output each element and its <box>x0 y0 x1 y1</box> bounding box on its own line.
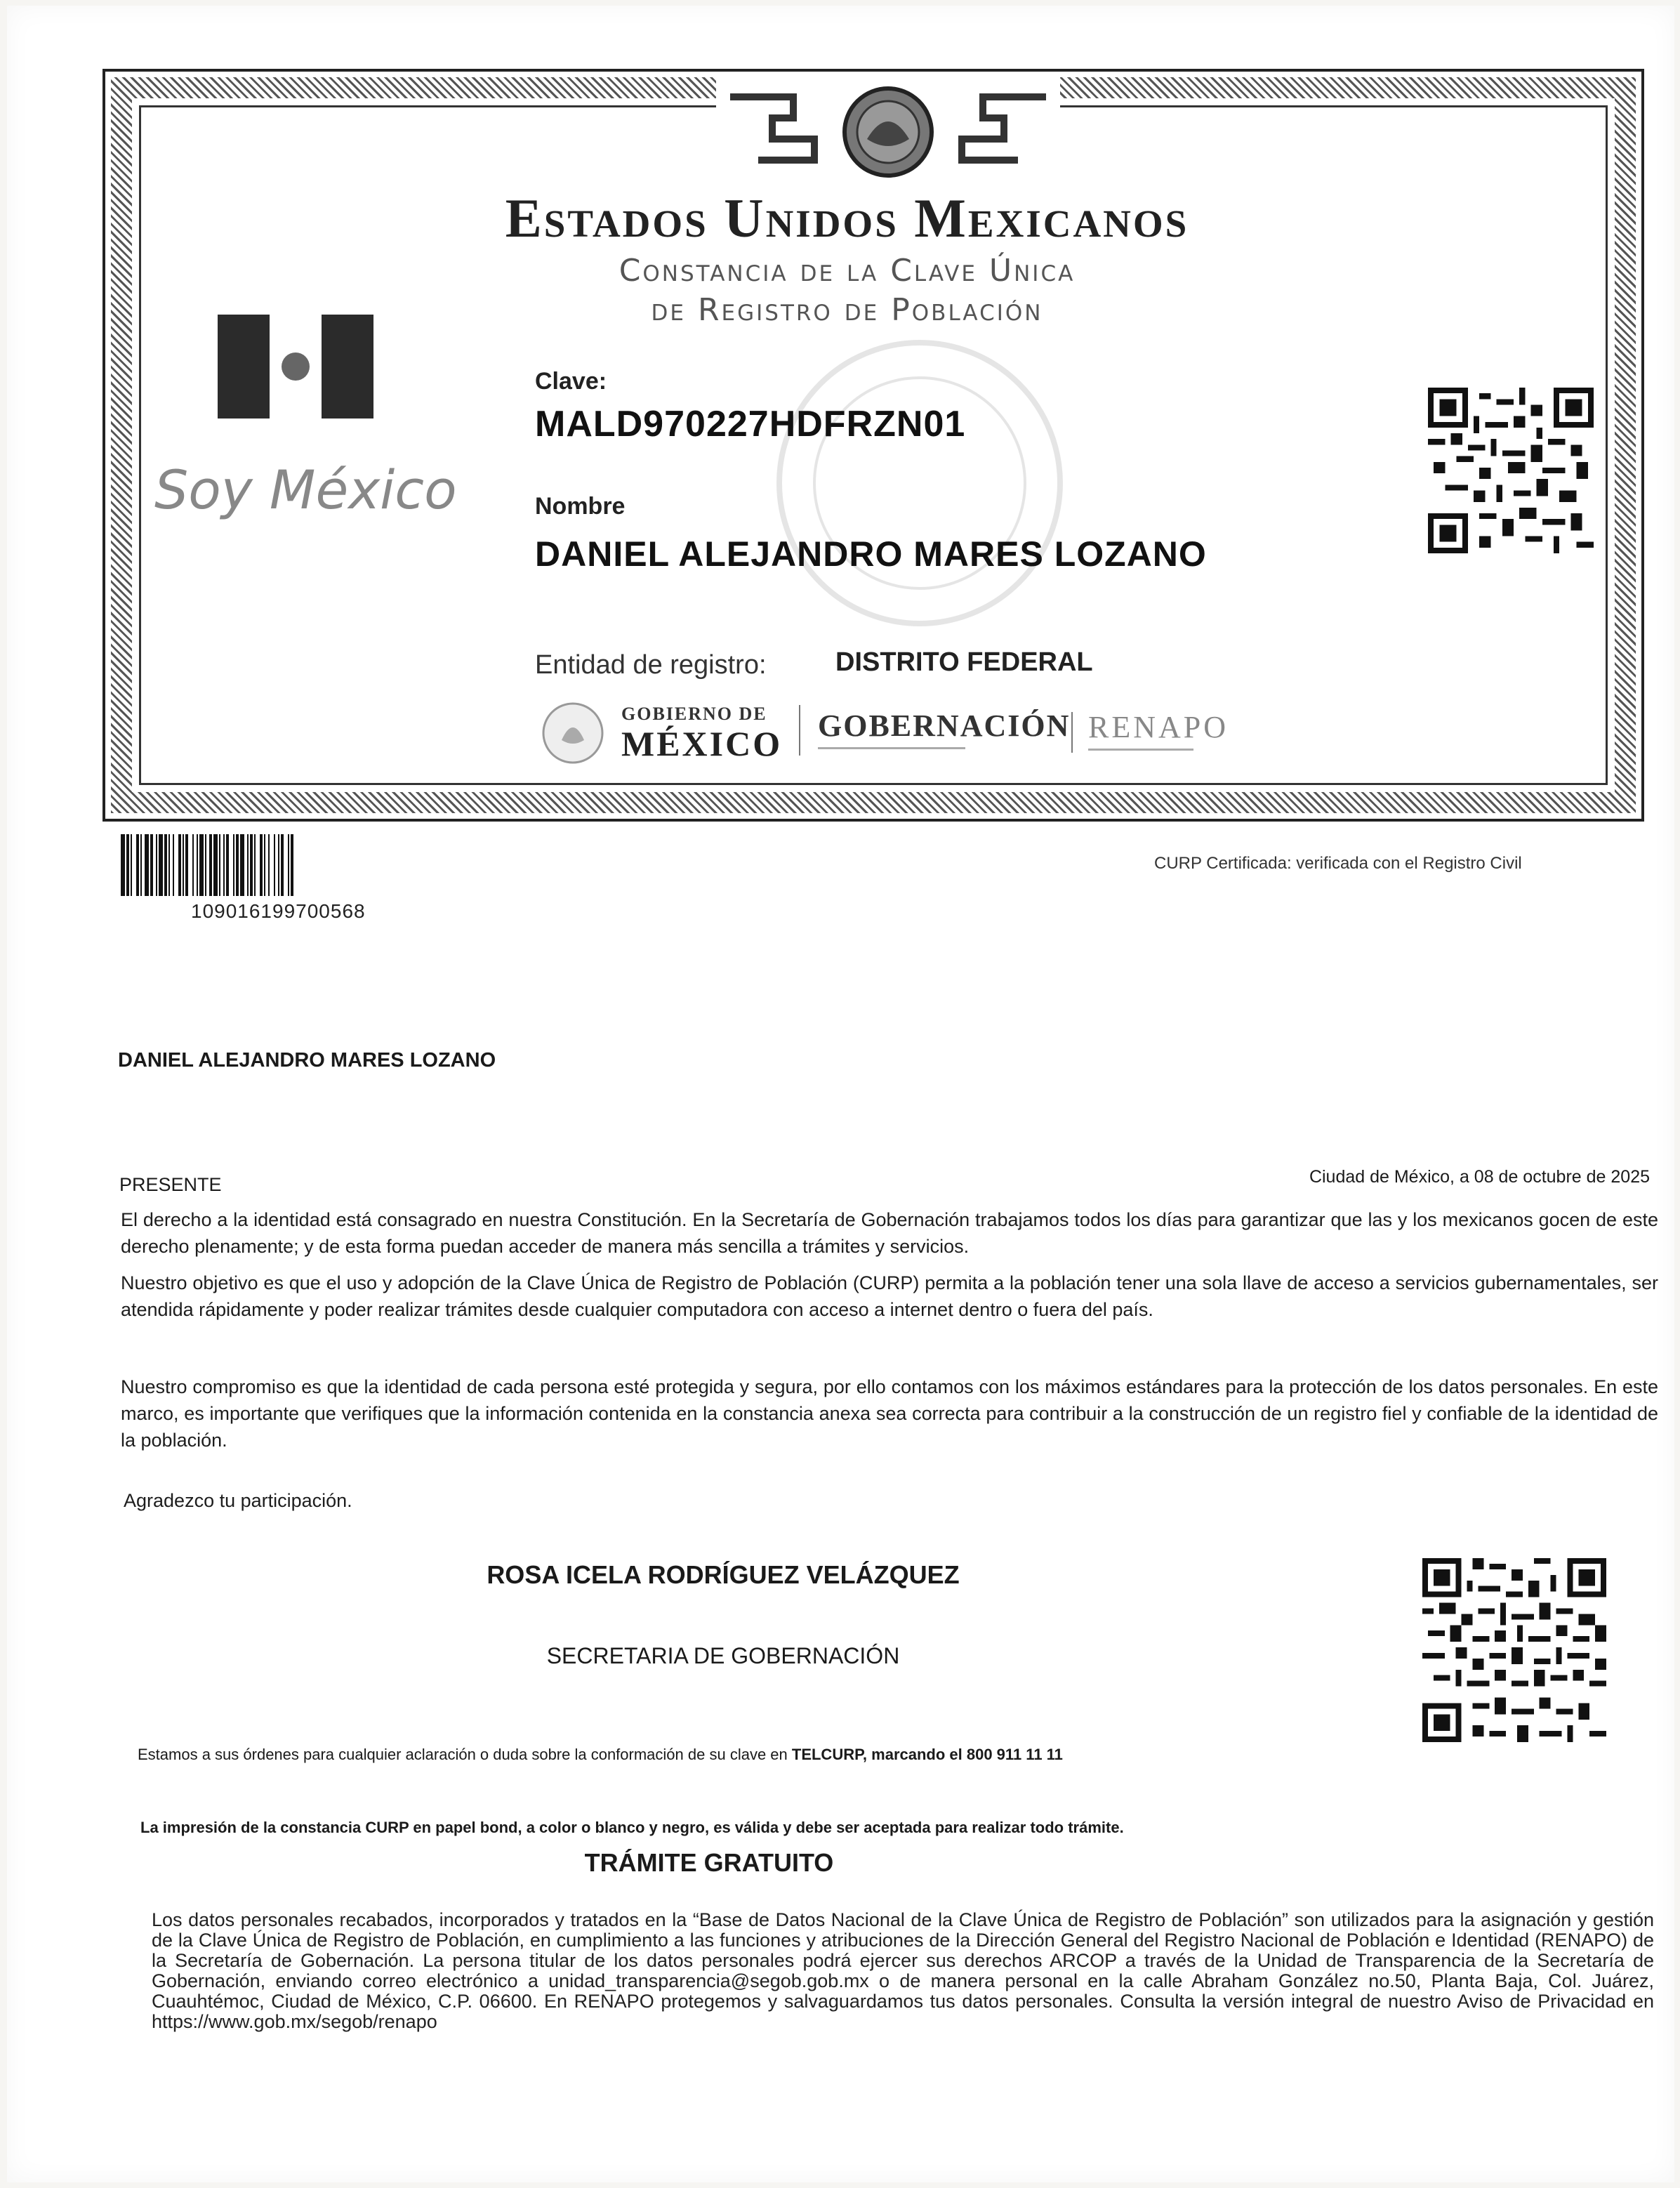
barcode-bar <box>150 834 153 896</box>
document-page <box>7 6 1674 2182</box>
mexico-flag-icon <box>218 315 373 419</box>
barcode-bar <box>254 834 256 896</box>
qr-code-certificate-icon <box>1428 385 1594 556</box>
footer-telcurp-text: Estamos a sus órdenes para cualquier aclaración o duda sobre la conformación de su clave en <box>138 1746 792 1763</box>
logo-renapo-fineprint <box>1088 749 1193 751</box>
watermark-seal-icon <box>751 329 1088 638</box>
footer-impresion: La impresión de la constancia CURP en papel bond, a color o blanco y negro, es válida y debe ser aceptada para realizar todo trámite. <box>140 1819 1124 1836</box>
barcode-bar <box>260 834 263 896</box>
barcode-bar <box>236 834 239 896</box>
barcode-bar <box>226 834 229 896</box>
barcode-bar <box>268 834 270 896</box>
barcode-bar <box>192 834 194 896</box>
logo-renapo: RENAPO <box>1088 710 1229 744</box>
barcode-icon <box>121 834 441 896</box>
clave-label: Clave: <box>535 368 607 395</box>
footer-telcurp-phone: TELCURP, marcando el 800 911 11 11 <box>791 1746 1063 1763</box>
gobierno-seal-icon <box>541 701 605 765</box>
logo-separator <box>1071 712 1073 753</box>
barcode-bar <box>185 834 188 896</box>
barcode-bar <box>233 834 234 896</box>
footer-telcurp <box>138 1746 1063 1764</box>
barcode-bar <box>140 834 142 896</box>
letter-paragraph-3: Nuestro compromiso es que la identidad de cada persona esté protegida y segura, por ello contamos con los máximos estándares para la protección de los datos personales. En este marco, es importante que verifiques que la información contenida en la constancia anexa sea correcta para contribuir a la construcción de un registro fiel y confiable de la identidad de la población. <box>121 1376 1658 1451</box>
barcode-bar <box>213 834 218 896</box>
logo-gobernacion-fineprint <box>818 747 965 749</box>
signer-role: SECRETARIA DE GOBERNACIÓN <box>546 1643 900 1668</box>
barcode-bar <box>247 834 249 896</box>
logo-mexico: MÉXICO <box>621 724 783 763</box>
barcode-bar <box>156 834 157 896</box>
barcode-bar <box>288 834 289 896</box>
letter-paragraph-2: Nuestro objetivo es que el uso y adopción de la Clave Única de Registro de Población (CURP) permita a la población tener una sola llave de acceso a servicios gubernamentales, ser atendida rápidamente y poder realizar trámites desde cualquier computadora con acceso a internet dentro o fuera del país. <box>121 1272 1658 1320</box>
registro-label: Entidad de registro: <box>535 650 767 680</box>
barcode-bar <box>223 834 225 896</box>
barcode-bar <box>173 834 174 896</box>
barcode-bar <box>199 834 204 896</box>
footer-tramite-gratuito: TRÁMITE GRATUITO <box>584 1848 834 1877</box>
footer-privacy-notice: Los datos personales recabados, incorporados y tratados en la “Base de Datos Nacional de la Clave Única de Registro de Población” son utilizados para la asignación y gestión de la Clave Única de Registro de Población, en cumplimiento a las funciones y atribuciones de la Dirección General del Registro Nacional de Población e Identidad (RENAPO) de la Secretaría de Gobernación. La persona titular de los datos personales podrá ejercer sus derechos ARCOP a través de la Unidad de Transparencia de la Secretaría de Gobernación, enviando correo electrónico a unidad_transparencia@segob.gob.mx o de manera personal en la calle Abraham González no.50, Planta Baja, Col. Juárez, Cuauhtémoc, Ciudad de México, C.P. 06600. En RENAPO protegemos y salvaguardamos tus datos personales. Consulta la versión integral de nuestro Aviso de Privacidad en https://www.gob.mx/segob/renapo <box>152 1909 1654 2032</box>
country-title: Estados Unidos Mexicanos <box>505 187 1189 249</box>
letter-presente: PRESENTE <box>119 1174 222 1195</box>
clave-value: MALD970227HDFRZN01 <box>535 404 966 444</box>
signer-name: ROSA ICELA RODRÍGUEZ VELÁZQUEZ <box>487 1560 960 1589</box>
letter-date: Ciudad de México, a 08 de octubre de 2025 <box>1309 1167 1650 1187</box>
barcode-bar <box>278 834 279 896</box>
barcode-bar <box>219 834 220 896</box>
barcode-bar <box>209 834 212 896</box>
certificate-subtitle-line2: de Registro de Población <box>651 292 1043 328</box>
barcode-bar <box>121 834 125 896</box>
logo-separator <box>799 705 800 756</box>
barcode-bar <box>291 834 293 896</box>
barcode-bar <box>145 834 149 896</box>
logo-gobierno-de: GOBIERNO DE <box>621 704 767 724</box>
barcode-bar <box>281 834 284 896</box>
certificate-subtitle-line1: Constancia de la Clave Única <box>619 253 1076 289</box>
barcode-bar <box>264 834 265 896</box>
barcode-bar <box>159 834 163 896</box>
registro-value: DISTRITO FEDERAL <box>835 647 1093 677</box>
barcode-bar <box>274 834 275 896</box>
barcode-number: 109016199700568 <box>191 900 366 922</box>
logo-gobernacion: GOBERNACIÓN <box>818 709 1071 743</box>
barcode-bar <box>126 834 129 896</box>
nombre-value: DANIEL ALEJANDRO MARES LOZANO <box>535 534 1207 574</box>
letter-addressee: DANIEL ALEJANDRO MARES LOZANO <box>118 1049 496 1072</box>
barcode-bar <box>131 834 132 896</box>
certified-note: CURP Certificada: verificada con el Registro Civil <box>1154 854 1522 873</box>
nombre-label: Nombre <box>535 493 626 520</box>
mexican-crest-icon <box>716 76 1060 181</box>
barcode-bar <box>183 834 184 896</box>
qr-code-letter-icon <box>1422 1555 1606 1746</box>
barcode-bar <box>168 834 170 896</box>
barcode-bar <box>205 834 206 896</box>
barcode-bar <box>240 834 244 896</box>
barcode-bar <box>178 834 181 896</box>
barcode-bar <box>136 834 139 896</box>
letter-paragraph-1: El derecho a la identidad está consagrado en nuestra Constitución. En la Secretaría de Gobernación trabajamos todos los días para garantizar que las y los mexicanos gocen de este derecho plenamente; y de esta forma puedan acceder de manera más sencilla a trámites y servicios. <box>121 1209 1658 1257</box>
barcode-bar <box>164 834 167 896</box>
barcode-bar <box>250 834 253 896</box>
slogan-soy-mexico: Soy México <box>154 459 457 521</box>
letter-paragraph-4: Agradezco tu participación. <box>124 1490 352 1511</box>
barcode-bar <box>197 834 198 896</box>
